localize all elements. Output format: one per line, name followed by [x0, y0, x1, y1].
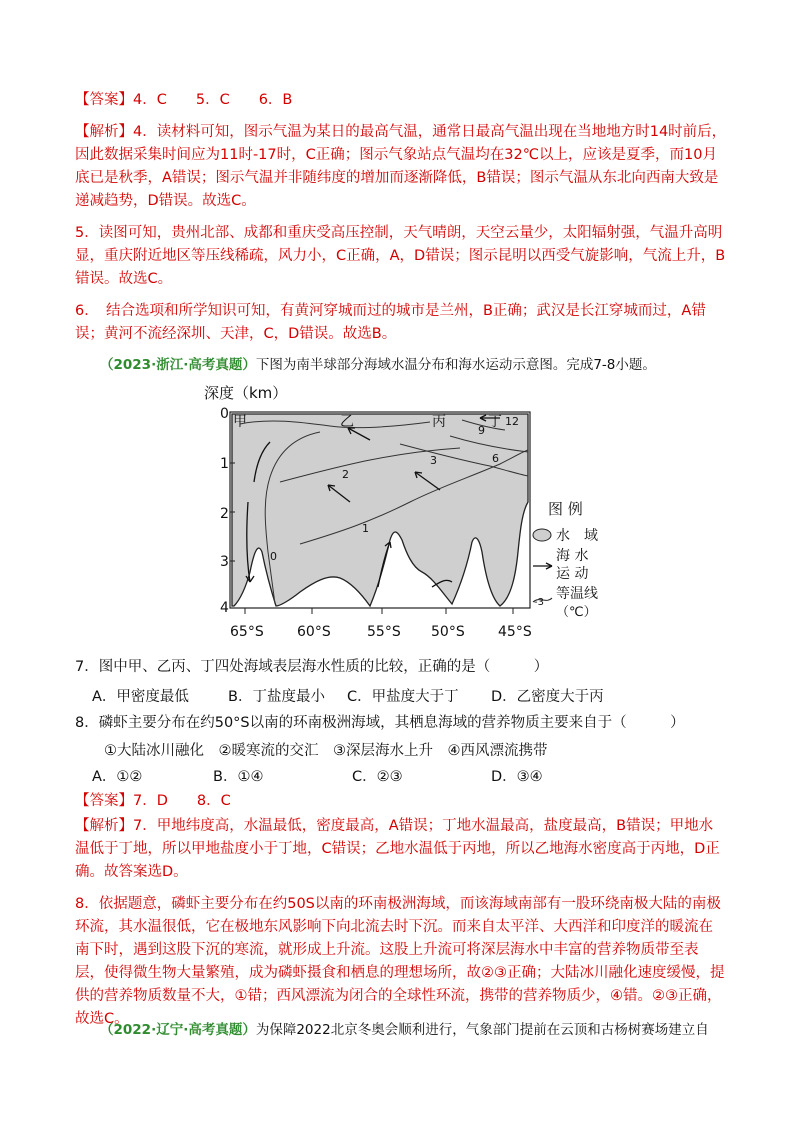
- isotherm-label-0: 0: [270, 550, 277, 563]
- ocean-temperature-figure: [200, 382, 620, 644]
- legend-isotherm-2: （℃）: [556, 605, 597, 620]
- q7-option-b: B．丁盐度最小: [228, 689, 325, 705]
- q78-source: （2023·浙江·高考真题）: [100, 357, 256, 373]
- isotherm-label-1: 1: [362, 522, 369, 535]
- q7-option-d: D．乙密度大于丙: [491, 689, 604, 705]
- lat-tick-45: 45°S: [498, 624, 532, 640]
- legend-motion-2: 运 动: [556, 566, 589, 582]
- analysis-7: 【解析】7．甲地纬度高，水温最低，密度最高，A错误；丁地水温最高，盐度最高，B错误；甲地水温低于丁地，所以甲地盐度小于丁地，C错误；乙地水温低于丙地，所以乙地海水密度高于丙地，D正确。故答案选D。: [75, 818, 720, 880]
- q8-stem: 8．磷虾主要分布在约50°S以南的环南极洲海域，其栖息海域的营养物质主要来自于（ ）: [75, 715, 685, 731]
- q8-option-d: D．③④: [491, 769, 543, 785]
- next-source: （2022·辽宁·高考真题）: [100, 1022, 256, 1038]
- q8-option-a: A．①②: [92, 769, 143, 785]
- point-jia: 甲: [233, 414, 247, 430]
- q8-option-c: C．②③: [352, 769, 403, 785]
- analysis-6: 6． 结合选项和所学知识可知，有黄河穿城而过的城市是兰州，B正确；武汉是长江穿城而过，A错误；黄河不流经深圳、天津，C，D错误。故选B。: [75, 303, 706, 342]
- q78-intro-text: 下图为南半球部分海域水温分布和海水运动示意图。完成7-8小题。: [255, 357, 656, 373]
- legend-water: 水 域: [556, 528, 598, 544]
- isotherm-label-12: 12: [505, 415, 519, 428]
- legend: [533, 500, 598, 620]
- q78-intro: [100, 353, 656, 373]
- depth-tick-1: 1: [220, 456, 229, 472]
- legend-motion-1: 海 水: [556, 548, 589, 564]
- next-question: [100, 1018, 709, 1038]
- point-bing: 丙: [432, 414, 446, 430]
- depth-tick-3: 3: [220, 554, 229, 570]
- q7-option-c: C．甲盐度大于丁: [347, 689, 459, 705]
- analysis-4: 【解析】4．读材料可知，图示气温为某日的最高气温，通常日最高气温出现在当地地方时14时前后，因此数据采集时间应为11时-17时，C正确；图示气象站点气温均在32℃以上，应该是夏季，而10月底已是秋季，A错误；图示气温并非随纬度的增加而逐渐降低，B错误；图示气温从东北向西南大致是递减趋势，D错误。故选C。: [75, 124, 727, 209]
- legend-title: 图 例: [548, 500, 583, 518]
- isotherm-label-3: 3: [430, 454, 437, 467]
- next-intro: 为保障2022北京冬奥会顺利进行，气象部门提前在云顶和古杨树赛场建立自: [255, 1022, 709, 1038]
- isotherm-label-6: 6: [492, 452, 499, 465]
- answer-7-8: 【答案】7．D 8．C: [75, 793, 231, 809]
- q7-option-a: A．甲密度最低: [92, 689, 189, 705]
- lat-tick-50: 50°S: [431, 624, 465, 640]
- legend-water-swatch: [533, 529, 551, 541]
- analysis-8: 8．依据题意，磷虾主要分布在约50S以南的环南极洲海域，而该海域南部有一股环绕南极大陆的南极环流，其水温很低，它在极地东风影响下向北流去时下沉。而来自太平洋、大西洋和印度洋的暖流在南下时，遇到这股下沉的寒流，就形成上升流。这股上升流可将深层海水中丰富的营养物质带至表层，使得微生物大量繁殖，成为磷虾摄食和栖息的理想场所，故②③正确；大陆冰川融化速度缓慢，提供的营养物质数量不大，①错；西风漂流为闭合的全球性环流，携带的营养物质少，④错。②③正确，故选C。: [75, 896, 725, 1027]
- q8-option-b: B．①④: [213, 769, 264, 785]
- answer-4-6: 【答案】4．C 5．C 6．B: [75, 92, 293, 108]
- latitude-ticks: [230, 624, 532, 640]
- isotherm-label-9: 9: [478, 424, 485, 437]
- point-ding: 丁: [488, 414, 502, 430]
- lat-tick-55: 55°S: [367, 624, 401, 640]
- legend-isotherm-sample: -3: [534, 597, 544, 608]
- depth-axis-label: 深度（km）: [204, 384, 288, 402]
- lat-tick-65: 65°S: [230, 624, 264, 640]
- point-yi: 乙: [340, 414, 354, 430]
- q8-items: ①大陆冰川融化 ②暖寒流的交汇 ③深层海水上升 ④西风漂流携带: [104, 743, 548, 759]
- isotherm-label-2: 2: [342, 468, 349, 481]
- depth-ticks: [220, 406, 229, 616]
- depth-tick-2: 2: [220, 506, 229, 522]
- depth-tick-0: 0: [220, 406, 229, 422]
- lat-tick-60: 60°S: [297, 624, 331, 640]
- lat-tick-marks: [245, 608, 513, 614]
- q7-stem: 7．图中甲、乙丙、丁四处海域表层海水性质的比较，正确的是（ ）: [75, 659, 549, 675]
- legend-isotherm-1: 等温线: [556, 586, 598, 602]
- analysis-5: 5．读图可知，贵州北部、成都和重庆受高压控制，天气晴朗，天空云量少，太阳辐射强，气温升高明显，重庆附近地区等压线稀疏，风力小，C正确，A，D错误；图示昆明以西受气旋影响，气流上升，B错误。故选C。: [75, 225, 726, 287]
- depth-tick-4: 4: [220, 600, 229, 616]
